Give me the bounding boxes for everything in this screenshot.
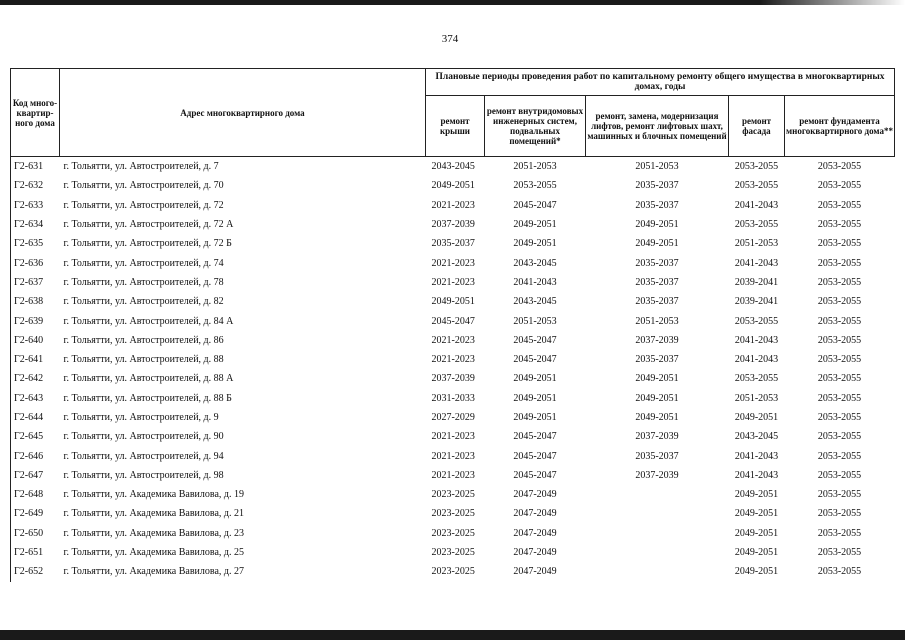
- cell-facade: 2049-2051: [734, 489, 779, 501]
- cell-facade: 2049-2051: [734, 412, 779, 423]
- table-row: [11, 196, 895, 215]
- cell-foundation: 2053-2055: [817, 547, 862, 559]
- cell-engineering: 2045-2047: [513, 199, 557, 211]
- cell-elevators: 2049-2051: [635, 392, 679, 404]
- cell-foundation: 2053-2055: [817, 373, 862, 385]
- cell-facade: 2041-2043: [734, 450, 779, 462]
- table-row: [11, 408, 895, 427]
- cell-code: Г2-647: [11, 466, 60, 485]
- cell-address: г. Тольятти, ул. Автостроителей, д. 9: [63, 412, 219, 423]
- table-row: [11, 350, 895, 369]
- cell-elevators: [586, 485, 729, 504]
- cell-address: г. Тольятти, ул. Академика Вавилова, д. 19: [63, 489, 244, 501]
- table-row: [11, 389, 895, 408]
- cell-roof: 2023-2025: [431, 489, 475, 501]
- cell-facade: 2053-2055: [734, 180, 779, 192]
- cell-engineering: 2053-2055: [513, 180, 557, 192]
- cell-elevators: 2035-2037: [635, 296, 679, 308]
- cell-roof: 2035-2037: [431, 238, 475, 250]
- cell-facade: 2053-2055: [729, 157, 785, 177]
- cell-elevators: 2049-2051: [635, 238, 679, 250]
- cell-engineering: 2049-2051: [513, 373, 557, 385]
- cell-foundation: 2053-2055: [817, 469, 862, 481]
- cell-code: Г2-642: [11, 369, 60, 388]
- cell-roof: 2031-2033: [431, 392, 475, 404]
- cell-address: г. Тольятти, ул. Автостроителей, д. 74: [63, 257, 224, 269]
- cell-foundation: 2053-2055: [817, 431, 862, 443]
- table-row: [11, 176, 895, 195]
- cell-address: г. Тольятти, ул. Автостроителей, д. 88: [63, 354, 224, 366]
- cell-facade: 2041-2043: [734, 334, 779, 346]
- cell-elevators: 2035-2037: [635, 450, 679, 462]
- cell-elevators: 2049-2051: [635, 219, 679, 231]
- cell-code: Г2-652: [11, 562, 60, 581]
- cell-address: г. Тольятти, ул. Автостроителей, д. 72 Б: [63, 238, 232, 250]
- cell-code: Г2-641: [11, 350, 60, 369]
- cell-engineering: 2047-2049: [513, 547, 557, 559]
- cell-foundation: 2053-2055: [817, 489, 862, 501]
- cell-address: г. Тольятти, ул. Академика Вавилова, д. 27: [63, 566, 244, 578]
- table-row: [11, 273, 895, 292]
- scan-border-top-fade: [760, 0, 905, 5]
- cell-facade: 2053-2055: [734, 219, 779, 231]
- cell-foundation: 2053-2055: [817, 566, 862, 578]
- table-header: [11, 69, 895, 157]
- cell-roof: 2037-2039: [431, 373, 475, 385]
- cell-foundation: 2053-2055: [817, 238, 862, 250]
- cell-elevators: 2051-2053: [635, 315, 679, 327]
- cell-foundation: 2053-2055: [817, 392, 862, 404]
- cell-foundation: 2053-2055: [817, 508, 862, 520]
- cell-foundation: 2053-2055: [817, 276, 862, 288]
- cell-address: г. Тольятти, ул. Автостроителей, д. 94: [63, 450, 224, 462]
- cell-elevators: [586, 543, 729, 562]
- cell-code: Г2-635: [11, 234, 60, 253]
- cell-foundation: 2053-2055: [817, 527, 862, 539]
- cell-engineering: 2049-2051: [513, 219, 557, 231]
- cell-engineering: 2045-2047: [513, 334, 557, 346]
- cell-roof: 2021-2023: [431, 469, 475, 481]
- cell-elevators: 2035-2037: [635, 180, 679, 192]
- table-row: [11, 253, 895, 272]
- cell-facade: 2049-2051: [734, 527, 779, 539]
- cell-engineering: 2045-2047: [513, 431, 557, 443]
- cell-roof: 2021-2023: [431, 450, 475, 462]
- cell-code: Г2-637: [11, 273, 60, 292]
- cell-roof: 2023-2025: [431, 527, 475, 539]
- cell-facade: 2041-2043: [734, 199, 779, 211]
- cell-facade: 2039-2041: [734, 276, 779, 288]
- cell-roof: 2021-2023: [431, 276, 475, 288]
- cell-foundation: 2053-2055: [817, 199, 862, 211]
- cell-roof: 2023-2025: [431, 508, 475, 520]
- cell-foundation: 2053-2055: [817, 219, 862, 231]
- table-row: [11, 292, 895, 311]
- cell-elevators: 2035-2037: [635, 257, 679, 269]
- cell-facade: 2049-2051: [734, 566, 779, 578]
- cell-roof: 2049-2051: [431, 180, 475, 192]
- cell-engineering: 2047-2049: [513, 566, 557, 578]
- cell-address: г. Тольятти, ул. Автостроителей, д. 7: [60, 157, 426, 177]
- cell-address: г. Тольятти, ул. Автостроителей, д. 98: [63, 469, 224, 481]
- cell-address: г. Тольятти, ул. Автостроителей, д. 82: [63, 296, 224, 308]
- header-code: Код много-квартир-ного дома: [11, 69, 60, 157]
- cell-roof: 2027-2029: [431, 412, 475, 423]
- table-row: [11, 466, 895, 485]
- cell-foundation: 2053-2055: [817, 334, 862, 346]
- header-address: Адрес многоквартирного дома: [60, 69, 426, 157]
- cell-foundation: 2053-2055: [817, 354, 862, 366]
- cell-engineering: 2051-2053: [485, 157, 586, 177]
- cell-facade: 2041-2043: [734, 354, 779, 366]
- table-row: [11, 311, 895, 330]
- cell-elevators: [586, 504, 729, 523]
- table-row: [11, 427, 895, 446]
- cell-foundation: 2053-2055: [817, 315, 862, 327]
- cell-elevators: [586, 524, 729, 543]
- cell-facade: 2041-2043: [734, 469, 779, 481]
- cell-code: Г2-650: [11, 524, 60, 543]
- table-row: [11, 234, 895, 253]
- cell-facade: 2043-2045: [734, 431, 779, 443]
- cell-foundation: 2053-2055: [817, 257, 862, 269]
- cell-roof: 2023-2025: [431, 566, 475, 578]
- cell-elevators: 2037-2039: [635, 431, 679, 443]
- table-row: [11, 331, 895, 350]
- cell-code: Г2-639: [11, 311, 60, 330]
- cell-address: г. Тольятти, ул. Автостроителей, д. 84 А: [63, 315, 234, 327]
- cell-foundation: 2053-2055: [817, 296, 862, 308]
- cell-engineering: 2047-2049: [513, 527, 557, 539]
- table-row: [11, 504, 895, 523]
- cell-facade: 2053-2055: [734, 315, 779, 327]
- cell-roof: 2049-2051: [431, 296, 475, 308]
- cell-facade: 2053-2055: [734, 373, 779, 385]
- cell-code: Г2-640: [11, 331, 60, 350]
- cell-code: Г2-645: [11, 427, 60, 446]
- header-facade: ремонт фасада: [729, 96, 785, 157]
- scan-border-bottom: [0, 630, 905, 640]
- header-roof: ремонт крыши: [426, 96, 485, 157]
- cell-elevators: 2035-2037: [635, 199, 679, 211]
- cell-facade: 2039-2041: [734, 296, 779, 308]
- cell-address: г. Тольятти, ул. Автостроителей, д. 72 А: [63, 219, 234, 231]
- cell-code: Г2-634: [11, 215, 60, 234]
- cell-engineering: 2051-2053: [513, 315, 557, 327]
- cell-code: Г2-638: [11, 292, 60, 311]
- cell-engineering: 2045-2047: [513, 469, 557, 481]
- header-elevators: ремонт, замена, модернизация лифтов, ремонт лифтовых шахт, машинных и блочных помещений: [586, 96, 729, 157]
- cell-facade: 2051-2053: [734, 392, 779, 404]
- table-row: [11, 369, 895, 388]
- cell-address: г. Тольятти, ул. Академика Вавилова, д. 25: [63, 547, 244, 559]
- cell-facade: 2051-2053: [734, 238, 779, 250]
- cell-elevators: 2035-2037: [635, 354, 679, 366]
- cell-elevators: 2035-2037: [635, 276, 679, 288]
- cell-code: Г2-643: [11, 389, 60, 408]
- cell-engineering: 2045-2047: [513, 354, 557, 366]
- cell-facade: 2041-2043: [734, 257, 779, 269]
- cell-elevators: [586, 562, 729, 581]
- cell-roof: 2021-2023: [431, 199, 475, 211]
- cell-code: Г2-636: [11, 253, 60, 272]
- cell-roof: 2021-2023: [431, 354, 475, 366]
- cell-engineering: 2047-2049: [513, 489, 557, 501]
- cell-elevators: 2037-2039: [635, 334, 679, 346]
- cell-foundation: 2053-2055: [785, 157, 895, 177]
- cell-address: г. Тольятти, ул. Академика Вавилова, д. 21: [63, 508, 244, 520]
- table-row: [11, 446, 895, 465]
- cell-address: г. Тольятти, ул. Автостроителей, д. 72: [63, 199, 224, 211]
- cell-code: Г2-649: [11, 504, 60, 523]
- cell-roof: 2023-2025: [431, 547, 475, 559]
- header-engineering: ремонт внутридомовых инженерных систем, подвальных помещений*: [485, 96, 586, 157]
- cell-code: Г2-632: [11, 176, 60, 195]
- cell-engineering: 2043-2045: [513, 296, 557, 308]
- table-body: [11, 157, 895, 582]
- cell-foundation: 2053-2055: [817, 450, 862, 462]
- cell-address: г. Тольятти, ул. Автостроителей, д. 88 Б: [63, 392, 232, 404]
- cell-elevators: 2049-2051: [635, 373, 679, 385]
- cell-address: г. Тольятти, ул. Академика Вавилова, д. 23: [63, 527, 244, 539]
- cell-address: г. Тольятти, ул. Автостроителей, д. 90: [63, 431, 224, 443]
- header-foundation: ремонт фундамента многоквартирного дома**: [785, 96, 895, 157]
- cell-engineering: 2049-2051: [513, 392, 557, 404]
- cell-address: г. Тольятти, ул. Автостроителей, д. 88 А: [63, 373, 234, 385]
- cell-address: г. Тольятти, ул. Автостроителей, д. 70: [63, 180, 224, 192]
- cell-address: г. Тольятти, ул. Автостроителей, д. 78: [63, 276, 224, 288]
- cell-roof: 2021-2023: [431, 257, 475, 269]
- cell-address: г. Тольятти, ул. Автостроителей, д. 86: [63, 334, 224, 346]
- page-number: 374: [441, 33, 459, 45]
- cell-code: Г2-646: [11, 446, 60, 465]
- cell-elevators: 2049-2051: [635, 412, 679, 423]
- cell-engineering: 2041-2043: [513, 276, 557, 288]
- cell-code: Г2-651: [11, 543, 60, 562]
- table-row: [11, 215, 895, 234]
- cell-code: Г2-633: [11, 196, 60, 215]
- table-row: [11, 562, 895, 581]
- cell-foundation: 2053-2055: [817, 180, 862, 192]
- cell-engineering: 2049-2051: [513, 238, 557, 250]
- cell-roof: 2045-2047: [431, 315, 475, 327]
- table-row: [11, 157, 895, 177]
- cell-code: Г2-648: [11, 485, 60, 504]
- cell-roof: 2043-2045: [426, 157, 485, 177]
- table-row: [11, 543, 895, 562]
- cell-roof: 2021-2023: [431, 431, 475, 443]
- cell-foundation: 2053-2055: [817, 412, 862, 423]
- table-row: [11, 485, 895, 504]
- cell-elevators: 2051-2053: [586, 157, 729, 177]
- cell-engineering: 2047-2049: [513, 508, 557, 520]
- cell-code: Г2-644: [11, 408, 60, 427]
- cell-engineering: 2043-2045: [513, 257, 557, 269]
- cell-facade: 2049-2051: [734, 547, 779, 559]
- cell-roof: 2021-2023: [431, 334, 475, 346]
- cell-facade: 2049-2051: [734, 508, 779, 520]
- cell-roof: 2037-2039: [431, 219, 475, 231]
- cell-code: Г2-631: [11, 157, 60, 177]
- cell-elevators: 2037-2039: [635, 469, 679, 481]
- cell-engineering: 2049-2051: [513, 412, 557, 423]
- capital-repair-table: [10, 68, 895, 582]
- table-row: [11, 524, 895, 543]
- cell-engineering: 2045-2047: [513, 450, 557, 462]
- header-periods-group: Плановые периоды проведения работ по капитальному ремонту общего имущества в многоквартирных домах, годы: [426, 69, 895, 96]
